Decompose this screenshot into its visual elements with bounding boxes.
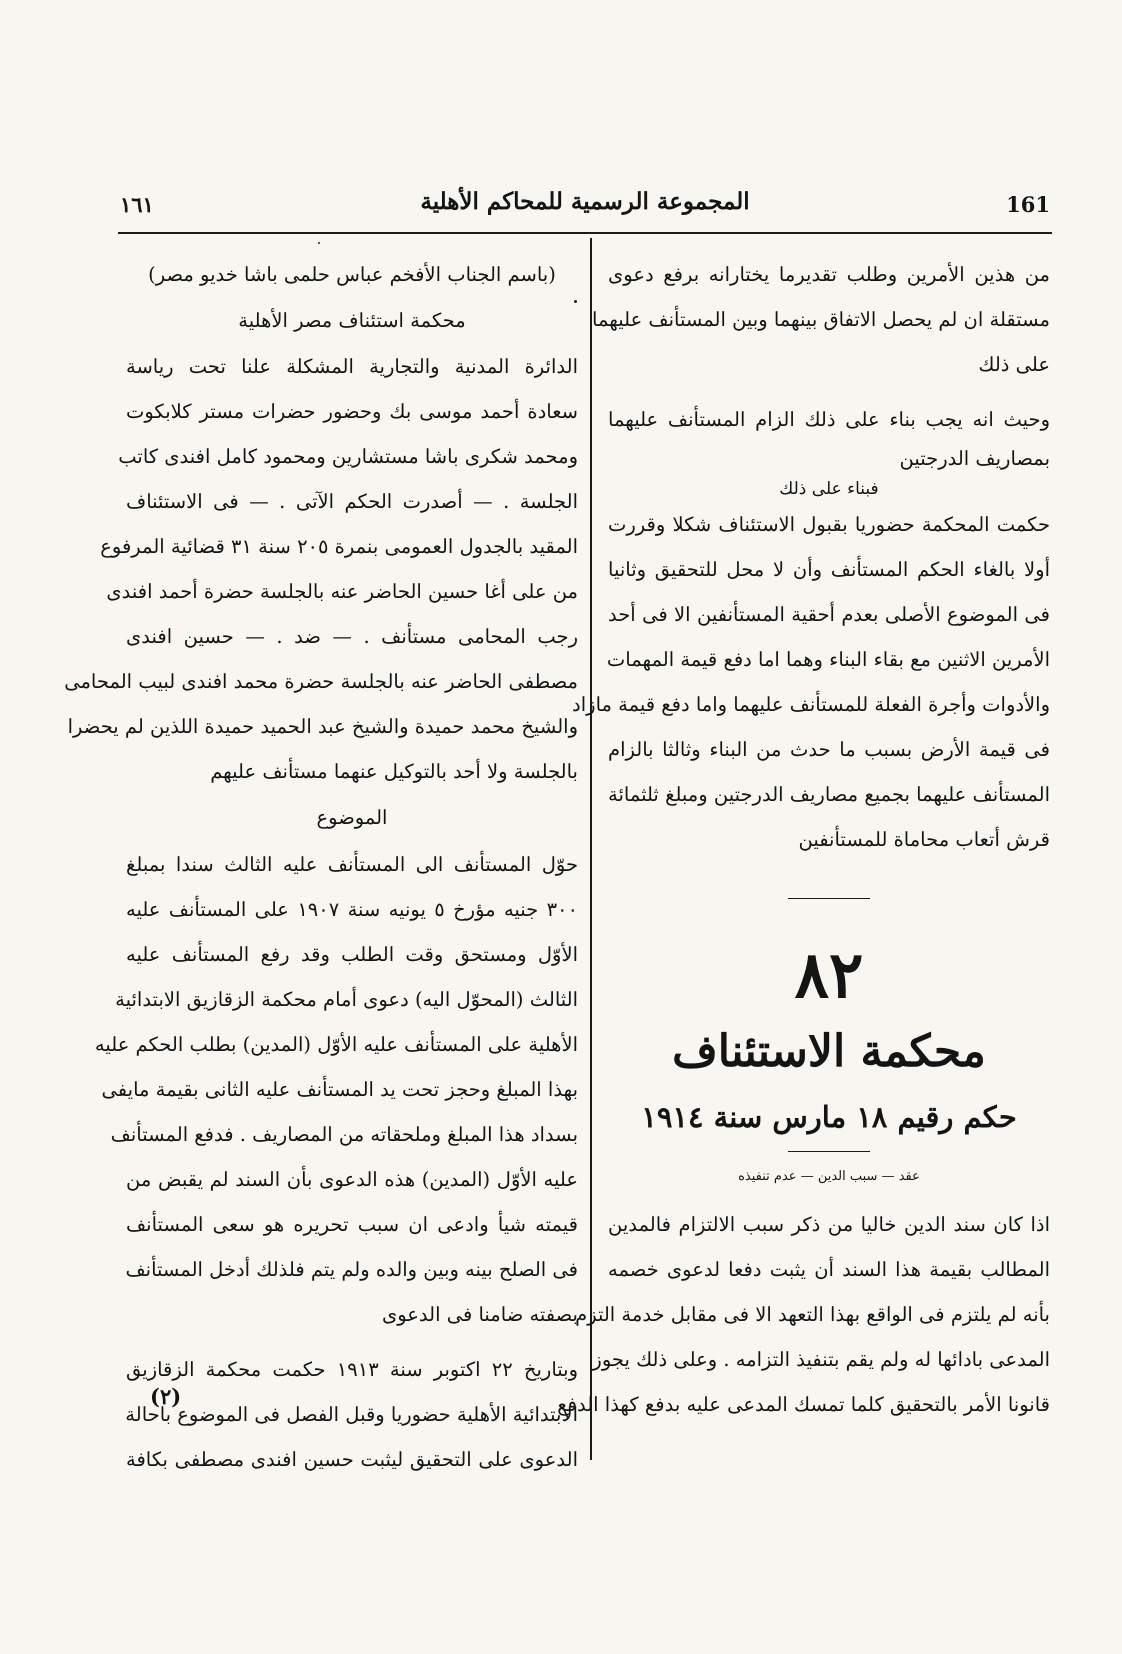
text-line: الأهلية على المستأنف عليه الأوّل (المدين) بطلب الحكم عليه xyxy=(94,1033,578,1056)
text-line: حوّل المستأنف الى المستأنف عليه الثالث سندا بمبلغ xyxy=(126,853,578,876)
text-line: والأدوات وأجرة الفعلة للمستأنف عليهما واما دفع قيمة مازاد xyxy=(572,693,1050,716)
text-line: فى الصلح بينه وبين والده ولم يتم فلذلك أدخل المستأنف xyxy=(125,1258,578,1281)
judgment-date: حكم رقيم ١٨ مارس سنة ١٩١٤ xyxy=(641,1100,1017,1134)
left-column xyxy=(64,252,578,1482)
text-line: بسداد هذا المبلغ وملحقاته من المصاريف . فدفع المستأنف xyxy=(110,1123,578,1146)
text-line: قانونا الأمر بالتحقيق كلما تمسك المدعى عليه بدفع كهذا الدفع xyxy=(557,1393,1050,1416)
text-line: الدائرة المدنية والتجارية المشكلة علنا تحت رياسة xyxy=(126,355,578,378)
text-line: مصطفى الحاضر عنه بالجلسة حضرة محمد افندى لبيب المحامى xyxy=(64,670,578,693)
text-line: الثالث (المحوّل اليه) دعوى أمام محكمة الزقازيق الابتدائية xyxy=(115,988,578,1011)
print-speck xyxy=(318,242,320,244)
text-line: بمصاريف الدرجتين xyxy=(899,447,1050,470)
print-speck xyxy=(574,300,577,303)
court-heading: محكمة استئناف مصر الأهلية xyxy=(238,309,466,332)
case-number: ٨٢ xyxy=(794,938,864,1013)
case-separator xyxy=(788,898,870,899)
text-line: الأوّل ومستحق وقت الطلب وقد رفع المستأنف عليه xyxy=(126,943,578,966)
text-line: وحيث انه يجب بناء على ذلك الزام المستأنف عليهما xyxy=(608,408,1050,431)
text-line: سعادة أحمد موسى بك وحضور حضرات مستر كلابكوت xyxy=(126,400,578,423)
text-line: المقيد بالجدول العمومى بنمرة ٢٠٥ سنة ٣١ قضائية المرفوع xyxy=(100,535,578,558)
text-line: ومحمد شكرى باشا مستشارين ومحمود كامل افندى كاتب xyxy=(118,445,578,468)
text-line: من على أغا حسين الحاضر عنه بالجلسة حضرة أحمد افندى xyxy=(106,580,578,603)
text-line: فى قيمة الأرض بسبب ما حدث من البناء وثالثا بالزام xyxy=(608,738,1050,761)
text-line: مستقلة ان لم يحصل الاتفاق بينهما وبين المستأنف عليهما xyxy=(592,308,1050,331)
text-line: اذا كان سند الدين خاليا من ذكر سبب الالتزام فالمدين xyxy=(608,1213,1050,1236)
case-keywords: عقد — سبب الدين — عدم تنفيذه xyxy=(738,1169,920,1184)
text-line: وبتاريخ ٢٢ اكتوبر سنة ١٩١٣ حكمت محكمة الزقازيق xyxy=(126,1358,578,1381)
text-line: فبناء على ذلك xyxy=(779,479,879,499)
text-line: الجلسة . — أصدرت الحكم الآتى . — فى الاستئناف xyxy=(126,490,578,513)
text-line: أولا بالغاء الحكم المستأنف وأن لا محل للتحقيق وثانيا xyxy=(608,558,1050,581)
text-line: المطالب بقيمة هذا السند أن يثبت دفعا لدعوى خصمه xyxy=(608,1258,1050,1281)
text-line: المستأنف عليهما بجميع مصاريف الدرجتين ومبلغ ثلثمائة xyxy=(608,783,1050,806)
right-column xyxy=(557,252,1050,1427)
text-line: على ذلك xyxy=(978,353,1050,376)
case-separator xyxy=(788,1151,870,1152)
subject-heading: الموضوع xyxy=(316,806,388,829)
text-line: بصفته ضامنا فى الدعوى xyxy=(381,1303,578,1326)
text-line: حكمت المحكمة حضوريا بقبول الاستئناف شكلا وقررت xyxy=(608,513,1050,536)
court-title: محكمة الاستئناف xyxy=(672,1026,986,1077)
text-line: الابتدائية الأهلية حضوريا وقبل الفصل فى الموضوع باحالة xyxy=(125,1403,578,1426)
text-line: رجب المحامى مستأنف . — ضد . — حسين افندى xyxy=(126,625,578,648)
header-rule xyxy=(118,232,1052,234)
text-line: الدعوى على التحقيق ليثبت حسين افندى مصطفى بكافة xyxy=(126,1448,578,1471)
text-line: قرش أتعاب محاماة للمستأنفين xyxy=(798,828,1050,851)
text-line: قيمته شيأ وادعى ان سبب تحريره هو سعى المستأنف xyxy=(126,1213,578,1236)
khedive-heading: (باسم الجناب الأفخم عباس حلمى باشا خديو مصر) xyxy=(148,263,556,286)
journal-title: المجموعة الرسمية للمحاكم الأهلية xyxy=(420,188,750,215)
page-header xyxy=(120,188,1050,224)
text-line: بالجلسة ولا أحد بالتوكيل عنهما مستأنف عليهم xyxy=(210,760,578,783)
page-number-arabic: ١٦١ xyxy=(120,192,154,217)
text-line: بهذا المبلغ وحجز تحت يد المستأنف عليه الثانى بقيمة مايفى xyxy=(101,1078,578,1101)
text-line: الأمرين الاثنين مع بقاء البناء وهما اما دفع قيمة المهمات xyxy=(606,648,1050,671)
text-line: بأنه لم يلتزم فى الواقع بهذا التعهد الا فى مقابل خدمة التزم xyxy=(575,1303,1050,1326)
text-line: المدعى بادائها له ولم يقم بتنفيذ التزامه . وعلى ذلك يجوز xyxy=(592,1348,1050,1371)
page-number-latin: 161 xyxy=(1006,192,1050,217)
text-line: فى الموضوع الأصلى بعدم أحقية المستأنفين الا فى أحد xyxy=(608,603,1050,626)
signature-mark: (٢) xyxy=(150,1384,182,1409)
text-line: من هذين الأمرين وطلب تقديرما يختارانه برفع دعوى xyxy=(608,263,1050,286)
column-divider xyxy=(590,238,592,1460)
text-line: والشيخ محمد حميدة والشيخ عبد الحميد حميدة اللذين لم يحضرا xyxy=(67,715,578,738)
text-line: ٣٠٠ جنيه مؤرخ ٥ يونيه سنة ١٩٠٧ على المستأنف عليه xyxy=(126,898,578,921)
text-line: عليه الأوّل (المدين) هذه الدعوى بأن السند لم يقبض من xyxy=(126,1168,578,1191)
